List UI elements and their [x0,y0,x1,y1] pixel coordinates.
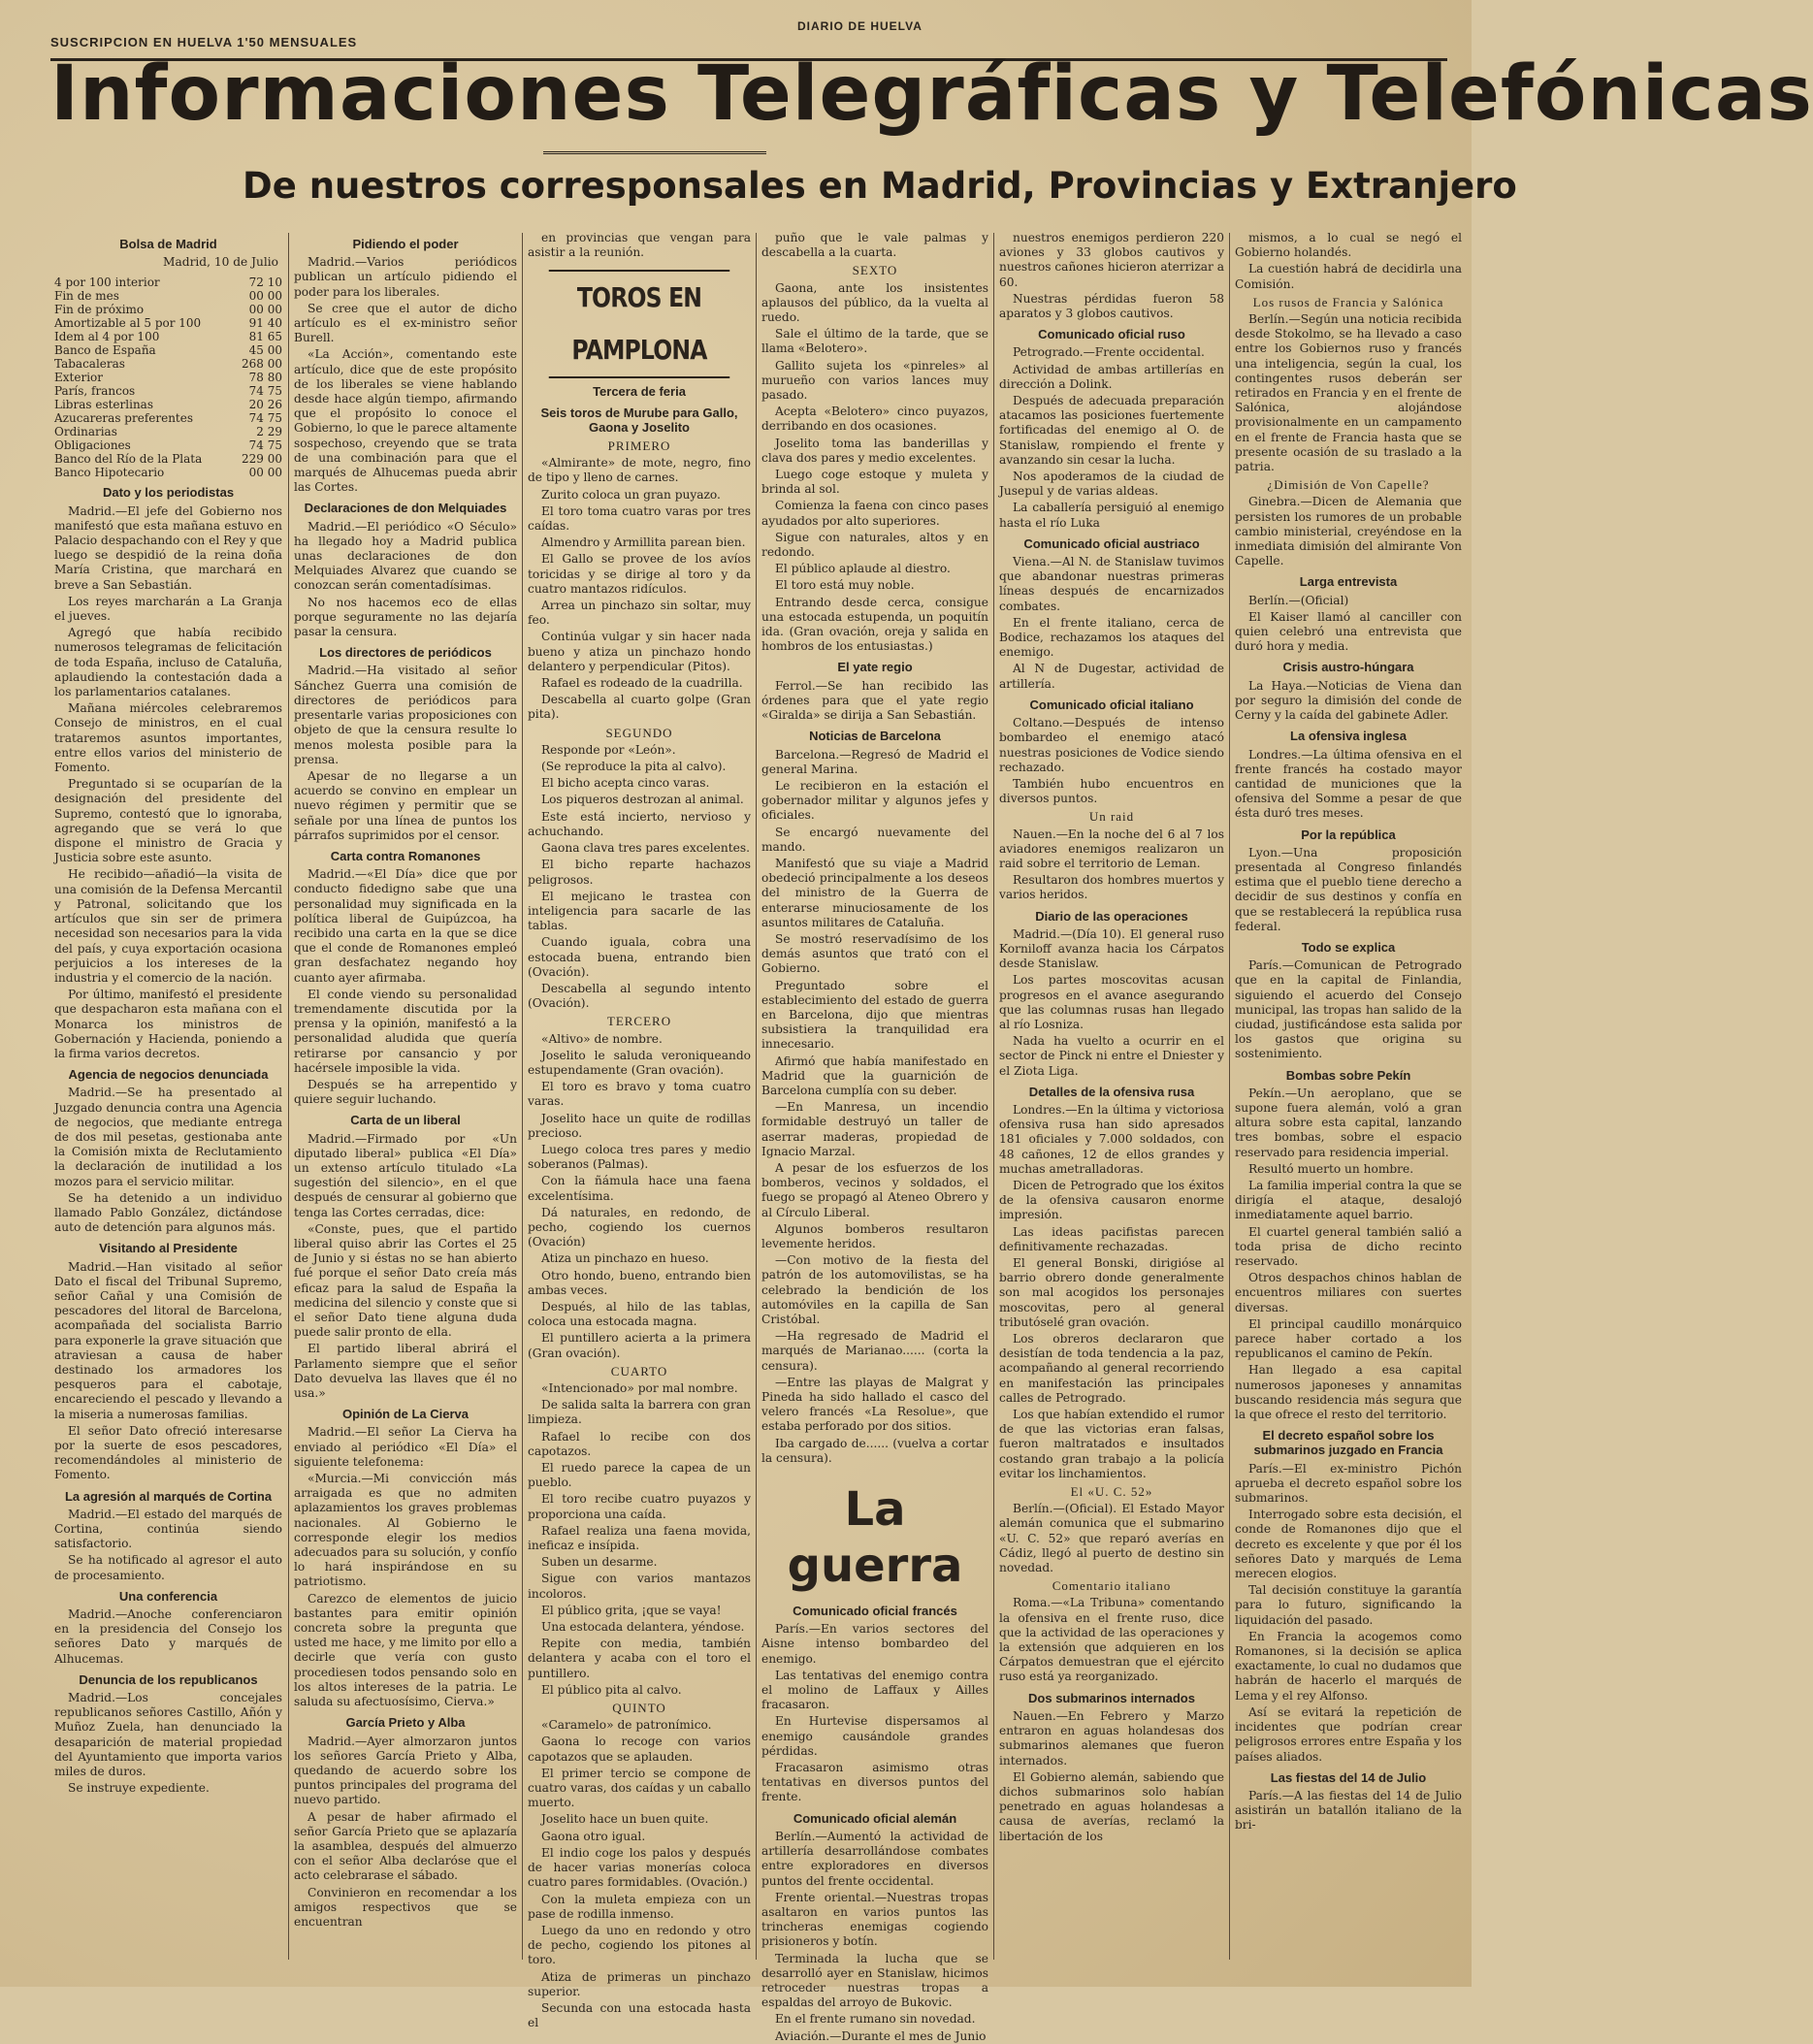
section-heading: Agencia de negocios denunciada [68,1067,269,1083]
column-divider [1229,233,1230,1960]
paragraph: Los obreros declararon que desistían de toda tendencia a la paz, acompañando al general recorriendo en manifestación las principales calles de Petrogrado. [999,1332,1224,1405]
paragraph: Descabella al segundo intento (Ovación). [528,981,751,1011]
paragraph: Ginebra.—Dicen de Alemania que persisten los rumores de un probable cambio ministerial, creyéndose en la inmediata dimisión del almirante Von Capelle. [1235,495,1462,568]
paragraph: Madrid.—Firmado por «Un diputado liberal» publica «El Día» un extenso artículo titulado «La sugestión del silencio», en el que después de censurar al gobierno que tenga las Cortes cerradas, dice: [294,1131,517,1219]
war-section-title: La guerra [787,1482,963,1594]
paragraph: puño que le vale palmas y descabella a la cuarta. [761,231,988,260]
paragraph: Frente oriental.—Nuestras tropas asaltaron en varios puntos las trincheras enemigas cogiendo prisioneros y botín. [761,1890,988,1949]
paragraph: Al N de Dugestar, actividad de artillería. [999,662,1224,691]
paragraph: Londres.—En la última y victoriosa ofensiva rusa han sido apresados 181 oficiales y 7.000 soldados, con 48 cañones, 12 de ellos grandes y muchas ametralladoras. [999,1102,1224,1176]
paragraph: Se instruye expediente. [68,1781,210,1796]
section-heading: Detalles de la ofensiva rusa [1028,1084,1195,1099]
paragraph: Algunos bomberos resultaron levemente heridos. [761,1221,988,1250]
paragraph: Berlín.—Según una noticia recibida desde Stokolmo, se ha llevado a caso entre los Gobiernos ruso y francés una inteligencia, según la cual, los contingentes rusos deberán ser retirados en Francia y en el frente de Salónica, alojándose provisionalmente en un campamento en el frente de Francia hasta que se presente ocasión de su traslado a la patria. [1235,312,1462,474]
paragraph: Se ha detenido a un individuo llamado Pablo González, dictándose auto de detención para algunos más. [54,1190,282,1235]
table-row: Libras esterlinas 20 26 [54,398,282,412]
paragraph: Sale el último de la tarde, que se llama «Belotero». [761,327,988,356]
section-heading: Carta de un liberal [350,1113,461,1128]
paragraph: El público pita al calvo. [541,1682,682,1697]
subscription-line: SUSCRIPCION EN HUELVA 1'50 MENSUALES [50,35,358,49]
section-heading: Comunicado oficial austriaco [1023,535,1200,551]
paragraph: Berlín.—(Oficial) [1248,593,1349,607]
paragraph: Lyon.—Una proposición presentada al Congreso finlandés estima que el pueblo tiene derecho a decidir de sus destinos y confía en que se restablecerá la república rusa federal. [1235,845,1462,933]
section-heading: Declaraciones de don Melquiades [304,501,507,516]
column-divider [756,233,757,1960]
paragraph: Londres.—La última ofensiva en el frente francés ha costado mayor cantidad de municiones que la ofensiva del Somme a pesar de que ésta duró tres meses. [1235,747,1462,821]
paragraph: Terminada la lucha que se desarrolló ayer en Stanislaw, hicimos retroceder nuestras tropas a espaldas del arroyo de Bukovic. [761,1951,988,2010]
paragraph: Aviación.—Durante el mes de Junio [775,2028,987,2043]
paragraph: Madrid.—Ha visitado al señor Sánchez Guerra una comisión de directores de periódicos para presentarle varias proposiciones con objeto de que la censura resulte lo menos molesta posible para la prensa. [294,664,517,766]
section-heading: El yate regio [837,660,913,675]
paragraph: Madrid.—Ayer almorzaron juntos los señores García Prieto y Alba, quedando de acuerdo sobre los puntos principales del programa del nuevo partido. [294,1734,517,1807]
paragraph: El Kaiser llamó al canciller con quien celebró una entrevista que duró hora y media. [1235,609,1462,654]
paragraph: mismos, a lo cual se negó el Gobierno holandés. [1235,231,1462,260]
paragraph: Nauen.—En Febrero y Marzo entraron en aguas holandesas dos submarinos alemanes que fueron internados. [999,1708,1224,1768]
paragraph: Resultaron dos hombres muertos y varios heridos. [999,873,1224,902]
paragraph: Dá naturales, en redondo, de pecho, cogiendo los cuernos (Ovación) [528,1205,751,1249]
paragraph: Secunda con una estocada hasta el [528,2000,751,2030]
bull-heading: PRIMERO [607,438,671,454]
paragraph: Otro hondo, bueno, entrando bien ambas veces. [528,1268,751,1297]
section-subheading: Seis toros de Murube para Gallo, Gaona y Joselito [540,405,738,435]
paragraph: Se ha notificado al agresor el auto de procesamiento. [54,1553,282,1582]
paragraph: En Francia la acogemos como Romanones, si la decisión se aplica exactamente, lo cual no dudamos que habrán de hacerlo el marqués de Lema y el rey Alfonso. [1235,1629,1462,1703]
column-5 [999,231,1224,1967]
paragraph: Las ideas pacifistas parecen definitivamente rechazadas. [999,1224,1224,1253]
paragraph: Madrid.—Han visitado al señor Dato el fiscal del Tribunal Supremo, señor Cañal y una Comisión de pescadores del litoral de Barcelona, acompañada del socialista Barrio para exponerle la grave situación que atraviesan a causa de haber destinado los armadores los pesqueros para el cabotaje, encareciendo el pescado y llevando a la miseria a numerosas familias. [54,1259,282,1421]
paragraph: A pesar de haber afirmado el señor García Prieto que se aplazaría la asamblea, después del almuerzo con el señor Alba declaróse que el acto celebrarase el sábado. [294,1809,517,1883]
section-heading: Comentario italiano [1052,1578,1172,1594]
paragraph: Madrid.—Varios periódicos publican un artículo pidiendo el poder para los liberales. [294,255,517,299]
paragraph: Una estocada delantera, yéndose. [541,1620,745,1635]
paragraph: nuestros enemigos perdieron 220 aviones y 33 globos cautivos y nuestros cañones hicieron aterrizar a 60. [999,231,1224,289]
paragraph: Luego coloca tres pares y medio soberanos (Palmas). [528,1142,751,1172]
paragraph: Sigue con varios mantazos incoloros. [528,1572,751,1601]
section-heading: Las fiestas del 14 de Julio [1270,1769,1427,1785]
bull-heading: CUARTO [610,1363,668,1379]
section-heading: ¿Dimisión de Von Capelle? [1267,477,1430,493]
section-heading: Los rusos de Francia y Salónica [1252,294,1444,309]
paragraph: Los partes moscovitas acusan progresos en el avance asegurando que las columnas rusas han llegado al río Losniza. [999,973,1224,1031]
paragraph: El puntillero acierta a la primera (Gran ovación). [528,1331,751,1360]
paragraph: Resultó muerto un hombre. [1248,1161,1414,1176]
paragraph: Agregó que había recibido numerosos telegramas de felicitación de toda España, incluso de Cataluña, aplaudiendo la contestación dada a los parlamentarios catalanes. [54,626,282,699]
section-heading: Bombas sobre Pekín [1285,1067,1411,1083]
section-heading: Los directores de periódicos [319,645,492,661]
page-headline: Informaciones Telegráficas y Telefónicas [50,50,1813,138]
paragraph: Arrea un pinchazo sin soltar, muy feo. [528,599,751,628]
table-row: 4 por 100 interior 72 10 [54,276,282,290]
paragraph: Los que habían extendido el rumor de que las victorias eran falsas, fueron maltratados e insultados costando gran trabajo a la policía evitar los linchamientos. [999,1408,1224,1480]
paragraph: —Con motivo de la fiesta del patrón de los automovilistas, se ha celebrado la bendición de los automóviles en la capilla de San Cristóbal. [761,1253,988,1327]
paragraph: Madrid.—El periódico «O Século» ha llegado hoy a Madrid publica unas declaraciones de don Melquiades Alvarez que cuando se conozcan serán comentadísimas. [294,519,517,593]
paragraph: «Almirante» de mote, negro, fino de tipo y lleno de carnes. [528,456,751,485]
paragraph: Rafael es rodeado de la cuadrilla. [541,676,743,691]
paragraph: El Gobierno alemán, sabiendo que dichos submarinos solo habían penetrado en aguas holandesas a causa de averías, reclamó la libertación de los [999,1769,1224,1843]
paragraph: La caballería persiguió al enemigo hasta el río Luka [999,501,1224,530]
paragraph: en provincias que vengan para asistir a la reunión. [528,231,751,260]
section-heading: Tercera de feria [593,384,686,400]
bullfight-banner: TOROS EN PAMPLONA [549,270,729,378]
paragraph: Rafael lo recibe con dos capotazos. [528,1429,751,1458]
paragraph: Joselito hace un buen quite. [541,1812,709,1827]
bull-heading: TERCERO [606,1014,672,1029]
paragraph: «Murcia.—Mi convicción más arraigada es que no admiten aplazamientos los graves problemas nacionales. Al Gobierno le corresponde elegir los medios adecuados para su solución, y confío lo hará inspirándose en su patriotismo. [294,1472,517,1589]
section-heading: Comunicado oficial francés [793,1604,957,1619]
paragraph: He recibido—añadió—la visita de una comisión de la Defensa Mercantil y Patronal, solicitando que los artículos que sin ser de primera necesidad son necesarios para la vida del país, y cuya exportación ocasiona perjuicios a los intereses de la industria y el comercio de la nación. [54,867,282,985]
paragraph: Mañana miércoles celebraremos Consejo de ministros, en el cual trataremos asuntos importantes, entre ellos varios del ministerio de Fomento. [54,701,282,775]
table-row: Banco del Río de la Plata 229 00 [54,452,282,467]
paragraph: Gaona lo recoge con varios capotazos que se aplauden. [528,1735,751,1764]
paragraph: «La Acción», comentando este artículo, dice que de este propósito de los liberales se viene hablando desde hace algún tiempo, afirmando que el propósito lo conoce el Gobierno, lo que le parece altamente sospechoso, creyendo que se trata de una combinación para que el marqués de Alhucemas pueda abrir las Cortes. [294,347,517,495]
paragraph: De salida salta la barrera con gran limpieza. [528,1398,751,1427]
paragraph: Ferrol.—Se han recibido las órdenes para que el yate regio «Giralda» se dirija a San Sebastián. [761,678,988,723]
section-heading: La ofensiva inglesa [1290,729,1407,744]
table-row: Fin de próximo 00 00 [54,303,282,317]
paragraph: Madrid.—El jefe del Gobierno nos manifestó que esta mañana estuvo en Palacio despachando con el Rey y que luego se despidió de la reina doña María Cristina, que marchará en breve a San Sebastián. [54,503,282,592]
paragraph: El toro toma cuatro varas por tres caídas. [528,503,751,534]
column-1 [54,231,282,1967]
paragraph: Cuando iguala, cobra una estocada buena, entrando bien (Ovación). [528,935,751,979]
column-divider [522,233,523,1960]
section-heading: Pidiendo el poder [352,237,459,251]
paragraph: El público grita, ¡que se vaya! [541,1603,722,1617]
paragraph: Los reyes marcharán a La Granja el jueves. [54,594,282,624]
paragraph: Descabella al cuarto golpe (Gran pita). [528,693,751,722]
paragraph: Zurito coloca un gran puyazo. [541,487,721,502]
paragraph: Madrid.—Se ha presentado al Juzgado denuncia contra una Agencia de negocios, que mediante entrega de dos mil pesetas, gestionaba ante la Comisión mixta de Reclutamiento la declaración de inutilidad a los mozos para el servicio militar. [54,1086,282,1188]
section-heading: Noticias de Barcelona [809,729,941,744]
table-row: Banco Hipotecario 00 00 [54,466,282,480]
paragraph: Convinieron en recomendar a los amigos respectivos que se encuentran [294,1885,517,1929]
column-divider [993,233,994,1960]
paragraph: Joselito hace un quite de rodillas precioso. [528,1111,751,1140]
section-heading: Todo se explica [1301,939,1396,955]
paragraph: Tal decisión constituye la garantía para lo futuro, significando la liquidación del pasado. [1235,1583,1462,1627]
paragraph: Joselito toma las banderillas y clava dos pares y medio excelentes. [761,436,988,465]
paragraph: Manifestó que su viaje a Madrid obedeció principalmente a los deseos del ministro de la Guerra de enterarse minuciosamente de los asuntos militares de Cataluña. [761,856,988,929]
paragraph: El toro recibe cuatro puyazos y proporciona una caída. [528,1492,751,1521]
paragraph: (Se reproduce la pita al calvo). [541,760,727,774]
paragraph: Suben un desarme. [541,1555,658,1570]
paragraph: Después, al hilo de las tablas, coloca una estocada magna. [528,1299,751,1329]
paragraph: Roma.—«La Tribuna» comentando la ofensiva en el frente ruso, dice que la actividad de las operaciones y la extensión que adquieren en los Cárpatos demuestran que el ejército ruso está ya reorganizado. [999,1596,1224,1684]
paragraph: Fracasaron asimismo otras tentativas en diversos puntos del frente. [761,1761,988,1804]
paragraph: Entrando desde cerca, consigue una estocada estupenda, un poquitín ida. (Gran ovación, oreja y salida en hombros de los entusiastas.) [761,595,988,654]
bull-heading: SEGUNDO [605,725,673,740]
paragraph: El conde viendo su personalidad tremendamente discutida por la prensa y la opinión, manifestó a la personalidad aludida que quería retirarse por cansancio y por hacérsele imposible la vida. [294,987,517,1075]
paragraph: El toro está muy noble. [775,578,915,593]
paragraph: París.—A las fiestas del 14 de Julio asistirán un batallón italiano de la bri- [1235,1788,1462,1833]
paragraph: París.—El ex-ministro Pichón aprueba el decreto español sobre los submarinos. [1235,1461,1462,1506]
paragraph: Berlín.—(Oficial). El Estado Mayor alemán comunica que el submarino «U. C. 52» que reparó averías en Cádiz, llegó al puerto de destino sin novedad. [999,1502,1224,1575]
paragraph: —Ha regresado de Madrid el marqués de Marianao...... (corta la censura). [761,1329,988,1373]
paragraph: Viena.—Al N. de Stanislaw tuvimos que abandonar nuestras primeras líneas después de encarnizados combates. [999,555,1224,613]
section-heading: Dato y los periodistas [102,485,235,501]
paragraph: Así se evitará la repetición de incidentes que podrían crear peligrosos errores entre España y los países aliados. [1235,1704,1462,1764]
paragraph: Madrid.—«El Día» dice que por conducto fidedigno sabe que una personalidad muy significada en la política liberal de Guipúzcoa, ha recibido una carta en la que se dice que el conde de Romanones empleó gran desfachatez negando hoy cuanto ayer afirmaba. [294,867,517,985]
paragraph: El mejicano le trastea con inteligencia para sacarle de las tablas. [528,889,751,933]
bolsa-table [54,276,282,479]
paragraph: Gaona otro igual. [541,1829,646,1843]
section-heading: Comunicado oficial alemán [793,1810,957,1826]
bull-heading: SEXTO [852,263,898,278]
section-heading: Denuncia de los republicanos [79,1671,258,1687]
paragraph: Nos apoderamos de la ciudad de Jusepul y de varias aldeas. [999,470,1224,499]
paragraph: Almendro y Armillita parean bien. [541,535,746,550]
paragraph: Las tentativas del enemigo contra el molino de Laffaux y Ailles fracasaron. [761,1668,988,1712]
paragraph: El público aplaude al diestro. [775,562,951,576]
paragraph: La Haya.—Noticias de Viena dan por seguro la dimisión del conde de Cerny y la caída del gabinete Adler. [1235,678,1462,723]
paragraph: No nos hacemos eco de ellas porque seguramente no las dejaría pasar la censura. [294,595,517,639]
paragraph: Madrid.—Los concejales republicanos señores Castillo, Añón y Muñoz Zuela, han denunciado la desaparición de material propiedad del Ayuntamiento que importa varios miles de duros. [54,1691,282,1779]
paragraph: Responde por «León». [541,742,676,757]
section-heading: García Prieto y Alba [345,1715,466,1731]
section-heading: Dos submarinos internados [1028,1690,1195,1705]
paragraph: Carezco de elementos de juicio bastantes para emitir opinión concreta sobre la pregunta que usted me hace, y me limito por ello a decirle que vería con gusto procediesen todos pensando solo en los altos intereses de la patria. Le saluda su afectuosísimo, Cierva.» [294,1591,517,1709]
table-row: Amortizable al 5 por 100 91 40 [54,316,282,331]
paragraph: Se cree que el autor de dicho artículo es el ex-ministro señor Burell. [294,301,517,345]
paragraph: El cuartel general también salió a toda prisa de dicho recinto reservado. [1235,1224,1462,1268]
paragraph: En Hurtevise dispersamos al enemigo causándole grandes pérdidas. [761,1714,988,1758]
table-row: Exterior 78 80 [54,371,282,385]
section-heading: Un raid [1088,809,1135,825]
paragraph: Madrid.—El estado del marqués de Cortina, continúa siendo satisfactorio. [54,1507,282,1551]
paragraph: Rafael realiza una faena movida, ineficaz e insípida. [528,1523,751,1553]
section-heading: Opinión de La Cierva [341,1407,469,1422]
paragraph: Los piqueros destrozan al animal. [541,793,744,807]
paragraph: El toro es bravo y toma cuatro varas. [528,1080,751,1109]
paragraph: Gallito sujeta los «pinreles» al murueño con varios lances muy pasado. [761,358,988,403]
table-row: Azucareras preferentes 74 75 [54,411,282,426]
table-row: Tabacaleras 268 00 [54,357,282,372]
paragraph: Madrid.—El señor La Cierva ha enviado al periódico «El Día» el siguiente telefonema: [294,1425,517,1469]
paragraph: «Intencionado» por mal nombre. [541,1381,738,1395]
section-heading: Bolsa de Madrid [119,237,217,251]
paragraph: Iba cargado de...... (vuelva a cortar la censura). [761,1436,988,1465]
paragraph: «Conste, pues, que el partido liberal quiso abrir las Cortes el 25 de Junio y si éstas no se han abierto fué porque el señor Dato creía más eficaz para la salud de España la medicina del silencio y conste que si el señor Dato tiene alguna duda puede salir pronto de ella. [294,1221,517,1340]
paragraph: Afirmó que había manifestado en Madrid que la guarnición de Barcelona cumplía con su deber. [761,1054,988,1097]
paragraph: El bicho reparte hachazos peligrosos. [528,858,751,887]
column-6 [1235,231,1462,1967]
paragraph: «Altivo» de nombre. [541,1031,663,1046]
paragraph: Después se ha arrepentido y quiere seguir luchando. [294,1077,517,1107]
paragraph: El general Bonski, dirigióse al barrio obrero donde generalmente son mal acogidos los personajes moscovitas, pero al general tributóselé gran ovación. [999,1256,1224,1329]
column-4 [761,231,988,2043]
headline-divider [543,151,766,154]
paragraph: Apesar de no llegarse a un acuerdo se convino en emplear un nuevo régimen y permitir que se señale por una línea de puntos los párrafos suprimidos por el censor. [294,768,517,842]
paragraph: Petrogrado.—Frente occidental. [1013,345,1205,360]
paragraph: Se mostró reservadísimo de los demás asuntos que trató con el Gobierno. [761,931,988,976]
bolsa-dateline: Madrid, 10 de Julio [163,255,278,270]
paragraph: El Gallo se provee de los avíos toricidas y se dirige al toro y da cuatro mantazos ridículos. [528,552,751,596]
paragraph: Interrogado sobre esta decisión, el conde de Romanones dijo que el decreto es excelente y que por él los señores Dato y marqués de Lema merecen elogios. [1235,1508,1462,1581]
paragraph: Repite con media, también delantera y acaba con el toro el puntillero. [528,1637,751,1680]
paragraph: Nuestras pérdidas fueron 58 aparatos y 3 globos cautivos. [999,291,1224,321]
paragraph: Sigue con naturales, altos y en redondo. [761,530,988,560]
paragraph: El partido liberal abrirá el Parlamento siempre que el señor Dato devuelva las llaves que él no usa.» [294,1342,517,1401]
paragraph: Por último, manifestó el presidente que despacharon esta mañana con el Monarca los ministros de Gobernación y Hacienda, poniendo a la firma varios decretos. [54,988,282,1060]
paragraph: Este está incierto, nervioso y achuchando. [528,809,751,838]
paragraph: Se encargó nuevamente del mando. [761,825,988,854]
paragraph: Luego da uno en redondo y otro de pecho, cogiendo los pitones al toro. [528,1923,751,1967]
paragraph: París.—Comunican de Petrogrado que en la capital de Finlandia, siguiendo el acuerdo del Consejo municipal, las tropas han salido de la ciudad, justificándose esta salida por los gastos que origina su sostenimiento. [1235,958,1462,1061]
paragraph: —Entre las playas de Malgrat y Pineda ha sido hallado el casco del velero francés «La Resolue», que estaba perforado por dos sitios. [761,1375,988,1434]
paragraph: Atiza de primeras un pinchazo superior. [528,1969,751,1998]
bull-heading: QUINTO [612,1701,666,1716]
table-row: Ordinarias 2 29 [54,425,282,439]
paragraph: El primer tercio se compone de cuatro varas, dos caídas y un caballo muerto. [528,1766,751,1810]
paragraph: Barcelona.—Regresó de Madrid el general Marina. [761,747,988,776]
table-row: Idem al 4 por 100 81 65 [54,330,282,344]
paragraph: Con la muleta empieza con un pase de rodilla inmenso. [528,1892,751,1921]
paragraph: En el frente rumano sin novedad. [775,2012,976,2027]
table-row: París, francos 74 75 [54,384,282,399]
paragraph: Atiza un pinchazo en hueso. [541,1251,709,1266]
column-3 [528,231,751,2030]
paragraph: Dicen de Petrogrado que los éxitos de la ofensiva causaron enorme impresión. [999,1178,1224,1222]
paragraph: —En Manresa, un incendio formidable destruyó un taller de aserrar maderas, propiedad de Ignacio Marzal. [761,1100,988,1158]
paragraph: La familia imperial contra la que se dirigía el ataque, desalojó inmediatamente aquel barrio. [1235,1178,1462,1222]
table-row: Banco de España 45 00 [54,343,282,358]
paragraph: París.—En varios sectores del Aisne intenso bombardeo del enemigo. [761,1622,988,1666]
paragraph: Comienza la faena con cinco pases ayudados por alto superiores. [761,499,988,528]
paragraph: Nauen.—En la noche del 6 al 7 los aviadores enemigos realizaron un raid sobre el territorio de Leman. [999,827,1224,870]
paragraph: Han llegado a esa capital numerosos japoneses y annamitas buscando residencia más segura que la que ofrece el resto del territorio. [1235,1363,1462,1422]
paragraph: Preguntado sobre el establecimiento del estado de guerra en Barcelona, dijo que mientras subsistiera la tranquilidad era innecesario. [761,978,988,1052]
paragraph: Madrid.—Anoche conferenciaron en la presidencia del Consejo los señores Dato y marqués de Alhucemas. [54,1607,282,1666]
section-heading: El «U. C. 52» [1070,1484,1153,1500]
section-heading: Diario de las operaciones [1035,908,1188,924]
page-subheadline: De nuestros corresponsales en Madrid, Provincias y Extranjero [243,165,1517,207]
paragraph: El principal caudillo monárquico parece haber cortado a los republicanos el camino de Pekín. [1235,1316,1462,1361]
paragraph: Con la ñámula hace una faena excelentísima. [528,1174,751,1203]
paragraph: Gaona, ante los insistentes aplausos del público, da la vuelta al ruedo. [761,280,988,325]
paragraph: Le recibieron en la estación el gobernador militar y algunos jefes y oficiales. [761,778,988,823]
paragraph: Después de adecuada preparación atacamos las posiciones fuertemente fortificadas del enemigo al O. de Stanislaw, rompiendo el frente y avanzando sin cesar la lucha. [999,394,1224,467]
newspaper-name: DIARIO DE HUELVA [797,19,923,33]
table-row: Obligaciones 74 75 [54,438,282,453]
paragraph: En el frente italiano, cerca de Bodice, rechazamos los ataques del enemigo. [999,615,1224,660]
paragraph: Luego coge estoque y muleta y brinda al sol. [761,468,988,497]
paragraph: El bicho acepta cinco varas. [541,776,710,791]
paragraph: El indio coge los palos y después de hacer varias monerías coloca cuatro pares formidables. (Ovación.) [528,1845,751,1890]
paragraph: Joselito le saluda veroniqueando estupendamente (Gran ovación). [528,1048,751,1077]
paragraph: Otros despachos chinos hablan de encuentros miliares con suertes diversas. [1235,1271,1462,1314]
column-divider [288,233,289,1960]
section-heading: Comunicado oficial italiano [1029,697,1194,712]
paragraph: Actividad de ambas artillerías en dirección a Dolink. [999,362,1224,391]
column-2 [294,231,517,1967]
paragraph: Nada ha vuelto a ocurrir en el sector de Pinck ni entre el Dniester y el Ziota Liga. [999,1034,1224,1078]
paragraph: La cuestión habrá de decidirla una Comisión. [1235,262,1462,291]
paragraph: Gaona clava tres pares excelentes. [541,841,750,856]
paragraph: Preguntado si se ocuparían de la designación del presidente del Supremo, contestó que lo ignoraba, agregando que se verá lo que dispone el ministro de Gracia y Justicia sobre este asunto. [54,777,282,865]
paragraph: Madrid.—(Día 10). El general ruso Korniloff avanza hacia los Cárpatos desde Stanislaw. [999,926,1224,971]
section-heading: Por la república [1301,827,1396,842]
paragraph: El señor Dato ofreció interesarse por la suerte de esos pescadores, recomendándoles al ministerio de Fomento. [54,1423,282,1482]
paragraph: El ruedo parece la capea de un pueblo. [528,1461,751,1490]
paragraph: También hubo encuentros en diversos puntos. [999,776,1224,806]
paragraph: Berlín.—Aumentó la actividad de artillería desarrollándose combates entre exploradores en diversos puntos del frente occidental. [761,1829,988,1888]
paragraph: Pekín.—Un aeroplano, que se supone fuera alemán, voló a gran altura sobre esta capital, lanzando tres bombas, sobre el espacio reservado para residencia imperial. [1235,1086,1462,1159]
section-heading: El decreto español sobre los submarinos juzgado en Francia [1253,1428,1443,1458]
section-heading: La agresión al marqués de Cortina [64,1488,273,1504]
section-heading: Carta contra Romanones [330,848,481,863]
section-heading: Visitando al Presidente [99,1241,238,1256]
paragraph: Continúa vulgar y sin hacer nada bueno y atiza un pinchazo hondo delantero y perpendicular (Pitos). [528,630,751,673]
section-heading: Una conferencia [118,1588,218,1604]
paragraph: A pesar de los esfuerzos de los bomberos, vecinos y soldados, el fuego se propagó al Ateneo Obrero y al Círculo Liberal. [761,1160,988,1219]
section-heading: Comunicado oficial ruso [1038,327,1185,342]
section-heading: Larga entrevista [1299,574,1398,590]
section-heading: Crisis austro-húngara [1282,660,1414,675]
table-row: Fin de mes 00 00 [54,289,282,304]
paragraph: «Caramelo» de patronímico. [541,1718,712,1733]
paragraph: Acepta «Belotero» cinco puyazos, derribando en dos ocasiones. [761,405,988,434]
paragraph: Coltano.—Después de intenso bombardeo el enemigo atacó nuestras posiciones de Vodice siendo rechazado. [999,716,1224,774]
